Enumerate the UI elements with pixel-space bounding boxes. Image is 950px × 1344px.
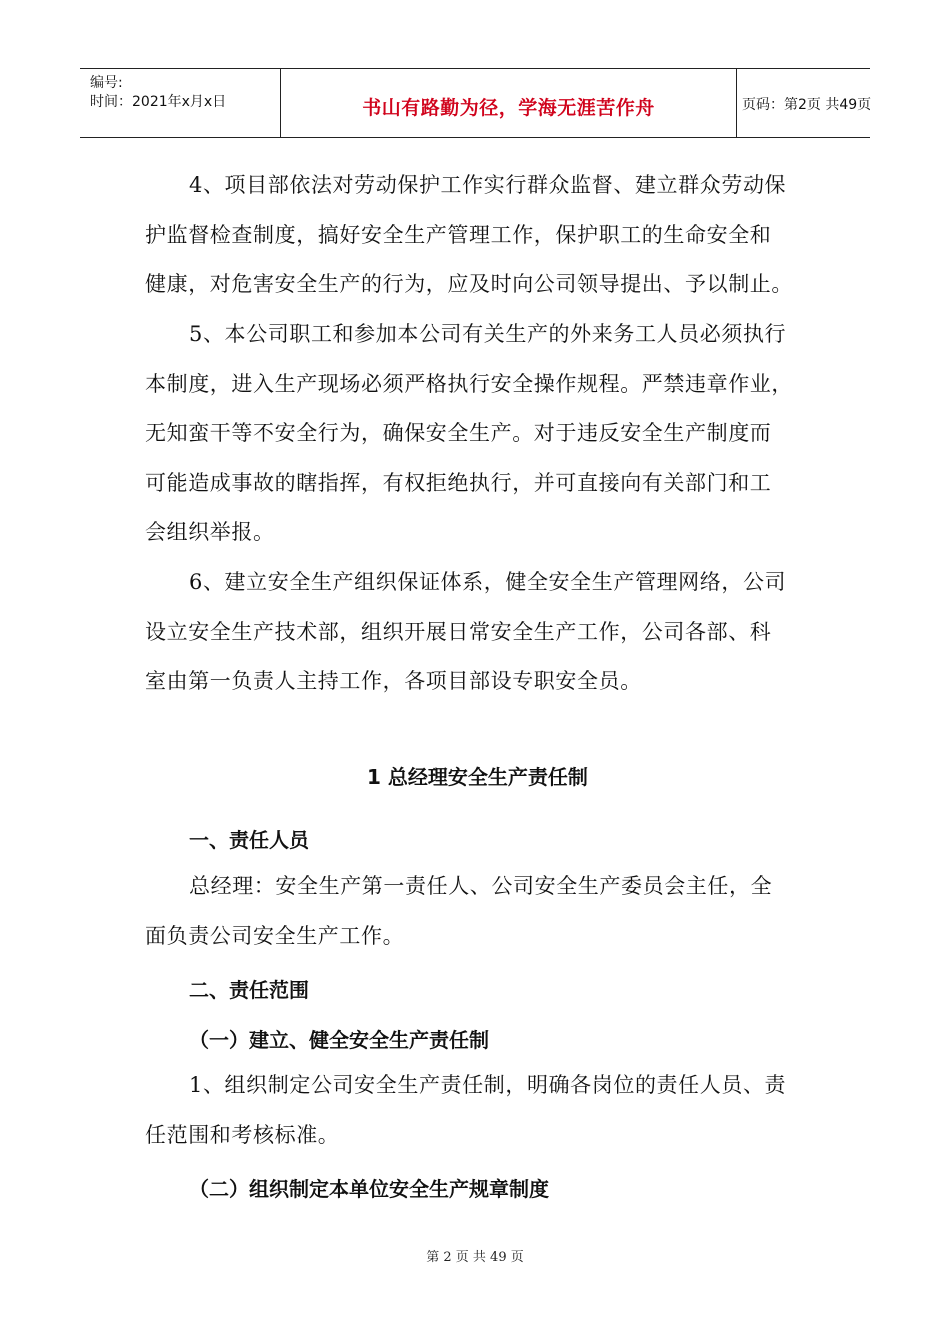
text-line: 6、建立安全生产组织保证体系，健全安全生产管理网络，公司 xyxy=(189,570,787,594)
motto-text: 书山有路勤为径，学海无涯苦作舟 xyxy=(362,97,655,119)
text-line: 无知蛮干等不安全行为，确保安全生产。对于违反安全生产制度而 xyxy=(145,421,772,445)
heading-personnel: 一、责任人员 xyxy=(189,828,309,852)
paragraph-4 xyxy=(145,161,810,310)
sub-heading-1: （一）建立、健全安全生产责任制 xyxy=(189,1028,489,1052)
header-meta-cell xyxy=(80,69,280,137)
paragraph-general-manager xyxy=(145,862,810,961)
sub-heading-2: （二）组织制定本单位安全生产规章制度 xyxy=(189,1177,549,1201)
paragraph-6 xyxy=(145,558,810,707)
text-line: 本制度，进入生产现场必须严格执行安全操作规程。严禁违章作业， xyxy=(145,371,793,396)
text-line: 会组织举报。 xyxy=(145,520,275,544)
text-line: 可能造成事故的瞎指挥，有权拒绝执行，并可直接向有关部门和工 xyxy=(145,470,772,495)
text-line: 健康，对危害安全生产的行为，应及时向公司领导提出、予以制止。 xyxy=(145,272,793,296)
section-title: 1 总经理安全生产责任制 xyxy=(367,765,588,789)
text-line: 1、组织制定公司安全生产责任制，明确各岗位的责任人员、责 xyxy=(189,1073,787,1097)
header-page-number: 页码：第2页 共49页 xyxy=(742,97,872,113)
header-page-cell xyxy=(736,69,870,137)
serial-number-label: 编号: xyxy=(90,75,123,91)
paragraph-item-1 xyxy=(145,1061,810,1160)
text-line: 设立安全生产技术部，组织开展日常安全生产工作，公司各部、科 xyxy=(145,619,772,644)
text-line: 5、本公司职工和参加本公司有关生产的外来务工人员必须执行 xyxy=(189,322,787,346)
date-label: 时间：2021年x月x日 xyxy=(90,94,227,110)
text-line: 总经理：安全生产第一责任人、公司安全生产委员会主任，全 xyxy=(189,874,773,898)
text-line: 室由第一负责人主持工作，各项目部设专职安全员。 xyxy=(145,669,642,693)
text-line: 面负责公司安全生产工作。 xyxy=(145,923,405,948)
heading-scope: 二、责任范围 xyxy=(189,978,309,1002)
header-motto-cell xyxy=(280,69,737,137)
paragraph-5 xyxy=(145,310,810,558)
page-footer: 第 2 页 共 49 页 xyxy=(426,1250,524,1265)
page-header xyxy=(80,68,870,138)
text-line: 任范围和考核标准。 xyxy=(145,1122,340,1147)
text-line: 护监督检查制度，搞好安全生产管理工作，保护职工的生命安全和 xyxy=(145,222,772,247)
text-line: 4、项目部依法对劳动保护工作实行群众监督、建立群众劳动保 xyxy=(189,173,787,197)
